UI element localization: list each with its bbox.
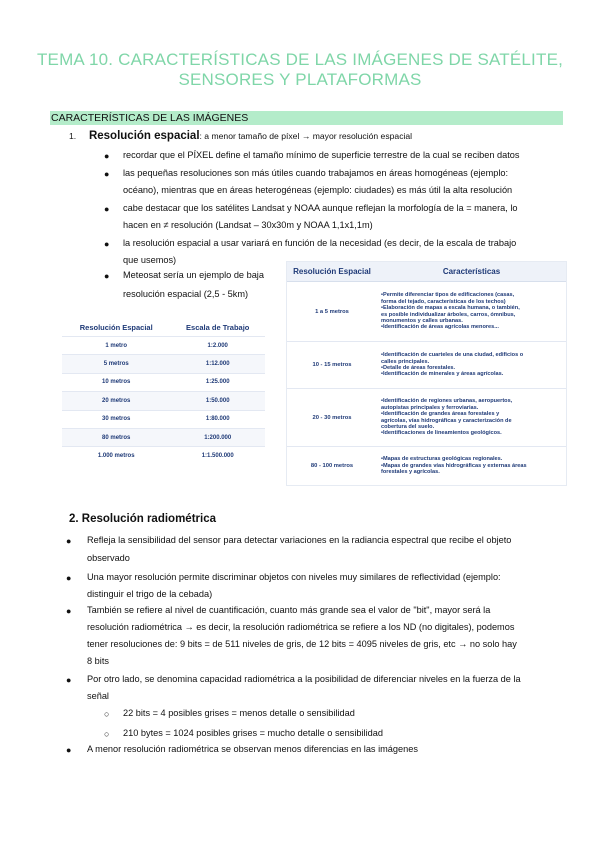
table-cell: 1.000 metros [62,447,170,465]
table-row [62,410,265,428]
table-cell: 1:50.000 [170,392,265,410]
s2-bullet-3-line-4: 8 bits [87,656,109,666]
table-row [287,447,566,485]
s1-bullet-4-line-1: la resolución espacial a usar variará en función de la necesidad (es decir, de la escala de trabajo [123,238,517,248]
table-cell [377,389,566,447]
table-cell: 1 metro [62,337,170,355]
s2-bullet-3-line-1: También se refiere al nivel de cuantificación, cuanto más grande sea el valor de "bit", mayor será la [87,605,491,615]
table-cell: 1:80.000 [170,410,265,428]
s1-bullet-5-line-1: Meteosat sería un ejemplo de baja [123,270,264,280]
char-line: forestales y agrícolas. [381,468,440,475]
s2-bullet-2-line-1: Una mayor resolución permite discriminar objetos con niveles muy similares de reflectividad (ejemplo: [87,572,501,582]
char-line: •Detalle de áreas forestales. [381,365,456,371]
table-cell: 10 - 15 metros [287,342,377,389]
sub-bullet-icon: ○ [104,729,110,739]
char-line: •Mapas de grandes vías hidrográficas y externas áreas [381,462,527,469]
bullet-4-icon: ● [104,239,110,249]
table-scale-header: Escala de Trabajo [186,323,250,332]
bullet-icon: ● [66,675,72,685]
char-line: •Identificación de grandes áreas forestales y [381,411,500,418]
table-cell: 20 - 30 metros [287,389,377,447]
bullet-5-icon: ● [104,271,110,281]
table-scale [62,319,265,465]
table-cell: 30 metros [62,410,170,428]
s1-bullet-2-line-1: las pequeñas resoluciones son más útiles cuando trabajamos en áreas homogéneas (ejemplo: [123,168,509,178]
s2-bullet-1-line-2: observado [87,553,130,563]
char-line: cobertura del suelo. [381,423,435,430]
table-row [287,389,566,447]
s2-bullet-3-line-3: tener resoluciones de: 9 bits = de 511 niveles de gris, de 12 bits = 4095 niveles de gris, etc → no solo hay [87,639,517,649]
table-cell [377,282,566,342]
s1-bullet-4-line-2: que usemos) [123,255,177,265]
table-cell [377,447,566,485]
s1-bullet-1: recordar que el PÍXEL define el tamaño mínimo de superficie terrestre de la cual se reciben datos [123,150,520,160]
s2-bullet-1-line-1: Refleja la sensibilidad del sensor para detectar variaciones en la radiancia espectral que recibe el objeto [87,535,512,545]
char-line: •Mapas de estructuras geológicas regionales. [381,456,503,463]
s2-bullet-4-line-2: señal [87,691,109,701]
table-row [62,355,265,373]
table-row [62,392,265,410]
char-line: •Identificación de áreas agrícolas menores... [381,324,499,331]
section-header: CARACTERÍSTICAS DE LAS IMÁGENES [50,111,563,125]
table-cell [377,342,566,389]
char-line: •Identificación de cuarteles de una ciudad, edificios o [381,352,524,359]
page-title [0,50,600,90]
s2-sub-bullet-1: 22 bits = 4 posibles grises = menos detalle o sensibilidad [123,708,355,718]
s1-bullet-3-line-1: cabe destacar que los satélites Landsat y NOAA aunque reflejan la morfología de la = manera, lo [123,203,518,213]
table-cell: 1:12.000 [170,355,265,373]
char-line: •Identificación de minerales y áreas agrícolas. [381,371,504,378]
char-line: calles principales. [381,358,430,365]
table-row [287,282,566,342]
table-cell: 80 metros [62,428,170,446]
section-1-heading [69,130,412,142]
section-1-title-rest: : a menor tamaño de píxel → mayor resolución espacial [199,131,413,141]
s2-sub-bullet-2: 210 bytes = 1024 posibles grises = mucho detalle o sensibilidad [123,728,383,738]
char-line: agrícolas, vías hidrográficas y caracterización de [381,417,512,424]
table-cell: 1 a 5 metros [287,282,377,342]
char-line: monumentos y calles urbanas. [381,317,463,324]
bullet-icon: ● [66,573,72,583]
s2-bullet-2-line-2: distinguir el trigo de la cebada) [87,589,213,599]
char-line: es posible individualizar árboles, carros, ómnibus, [381,311,516,318]
table-char-header: Características [377,262,566,282]
char-line: forma del tejado, características de los techos) [381,298,506,305]
page-title-line-2: SENSORES Y PLATAFORMAS [178,70,422,89]
s2-bullet-3-line-2: resolución radiométrica → es decir, la resolución radiométrica se refiere a los ND (no digitales), podemos [87,622,515,632]
s2-bullet-5: A menor resolución radiométrica se observan menos diferencias en las imágenes [87,744,418,754]
section-1-title: Resolución espacial [88,130,200,142]
bullet-2-icon: ● [104,169,110,179]
table-cell: 1:2.000 [170,337,265,355]
table-char-header: Resolución Espacial [287,262,377,282]
s1-bullet-2-line-2: océano), mientras que en áreas heterogéneas (ejemplo: ciudades) es más útil la alta resolución [123,185,513,195]
bullet-icon: ● [66,606,72,616]
table-characteristics [287,262,566,485]
page-title-line-1: TEMA 10. CARACTERÍSTICAS DE LAS IMÁGENES DE SATÉLITE, [36,50,564,69]
s1-bullet-3-line-2: hacen en ≠ resolución (Landsat – 30x30m y NOAA 1,1x1,1m) [123,220,373,230]
sub-bullet-icon: ○ [104,709,110,719]
table-cell: 10 metros [62,373,170,391]
table-row [62,447,265,465]
s1-bullet-5-line-2: resolución espacial (2,5 - 5km) [123,289,249,299]
section-1-number: 1. [69,131,77,141]
table-scale-header: Resolución Espacial [79,323,153,332]
bullet-icon: ● [66,745,72,755]
char-line: autopistas principales y ferroviarias. [381,404,479,411]
table-cell: 1:200.000 [170,428,265,446]
table-row [62,337,265,355]
bullet-1-icon: ● [104,151,110,161]
s2-bullet-4-line-1: Por otro lado, se denomina capacidad radiométrica a la posibilidad de diferenciar niveles en la fuerza de la [87,674,521,684]
char-line: •Elaboración de mapas a escala humana, o también, [381,305,520,312]
char-line: •Permite diferenciar tipos de edificaciones (casas, [381,292,515,299]
char-line: •Identificaciones de lineamientos geológicos. [381,430,502,437]
table-cell: 80 - 100 metros [287,447,377,485]
section-2-heading: 2. Resolución radiométrica [69,513,216,525]
table-row [62,373,265,391]
table-row [287,342,566,389]
bullet-icon: ● [66,536,72,546]
char-line: •Identificación de regiones urbanas, aeropuertos, [381,398,513,405]
table-cell: 1:25.000 [170,373,265,391]
table-row [62,428,265,446]
table-cell: 20 metros [62,392,170,410]
bullet-3-icon: ● [104,204,110,214]
table-cell: 5 metros [62,355,170,373]
table-cell: 1:1.500.000 [170,447,265,465]
